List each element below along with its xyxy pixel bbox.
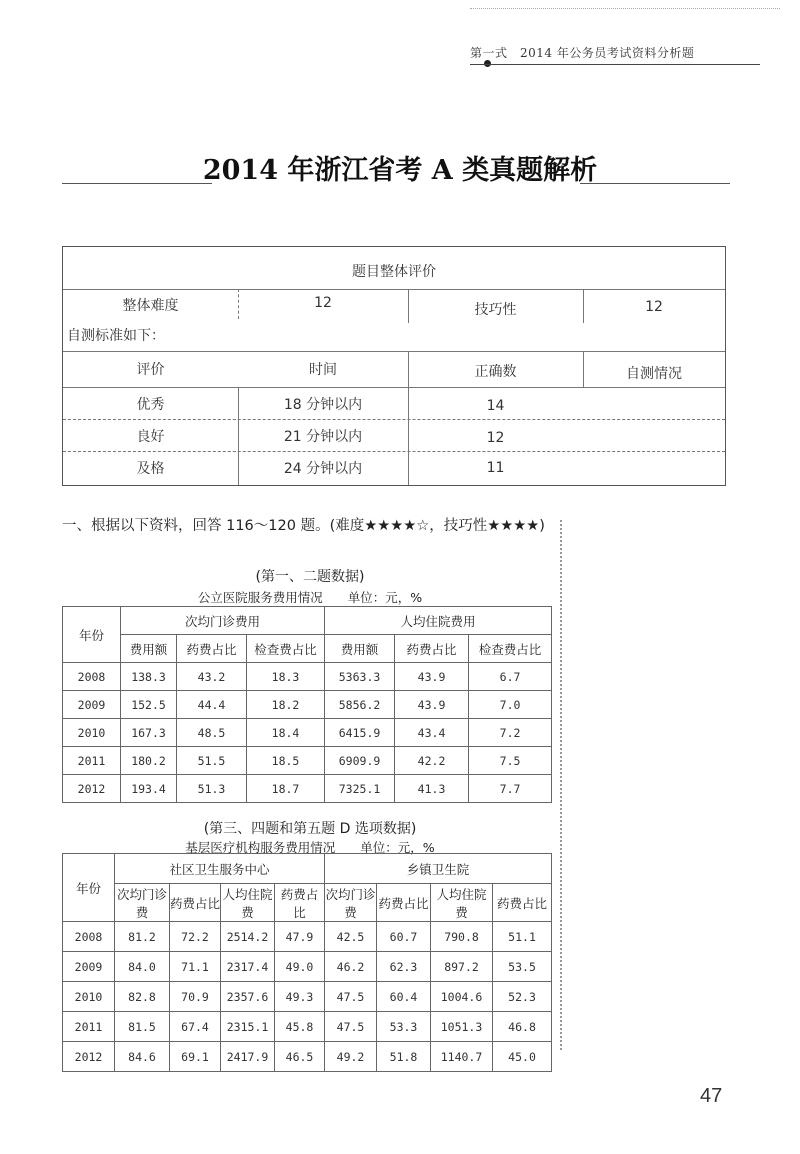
table2-value-cell: 47.5: [325, 1012, 377, 1042]
table2-value-cell: 84.6: [115, 1042, 170, 1072]
table1-value-cell: 167.3: [121, 719, 177, 747]
table1-subheader: 药费占比: [395, 635, 469, 663]
table1-value-cell: 152.5: [121, 691, 177, 719]
table1-value-cell: 6909.9: [325, 747, 395, 775]
table2-year-cell: 2008: [63, 922, 115, 952]
table2-value-cell: 49.2: [325, 1042, 377, 1072]
table1-subheader: 检查费占比: [469, 635, 552, 663]
table2-value-cell: 53.3: [377, 1012, 431, 1042]
row-time-pass: 24 分钟以内: [283, 461, 363, 477]
table2-value-cell: 1051.3: [431, 1012, 493, 1042]
table1-value-cell: 44.4: [177, 691, 247, 719]
col-correct-header: 正确数: [474, 364, 517, 380]
table2-caption: 基层医疗机构服务费用情况 单位：元，%: [185, 840, 435, 855]
table2-value-cell: 1004.6: [431, 982, 493, 1012]
table2-value-cell: 2514.2: [221, 922, 275, 952]
table2-value-cell: 47.9: [275, 922, 325, 952]
table-row: [63, 719, 552, 747]
table2-value-cell: 71.1: [170, 952, 221, 982]
table2-value-cell: 82.8: [115, 982, 170, 1012]
table1-year-header: 年份: [63, 607, 121, 663]
table2: [62, 853, 552, 1072]
table2-value-cell: 46.2: [325, 952, 377, 982]
table1-value-cell: 51.3: [177, 775, 247, 803]
table2-value-cell: 1140.7: [431, 1042, 493, 1072]
row-grade-excellent: 优秀: [136, 397, 165, 413]
table2-value-cell: 52.3: [493, 982, 552, 1012]
table2-value-cell: 67.4: [170, 1012, 221, 1042]
row-grade-good: 良好: [136, 429, 165, 445]
table1-value-cell: 180.2: [121, 747, 177, 775]
table1-section-caption: (第一、二题数据): [255, 569, 365, 585]
table1-year-cell: 2010: [63, 719, 121, 747]
table1-subheader: 费用额: [325, 635, 395, 663]
table1-subheader: 检查费占比: [247, 635, 325, 663]
table2-subheader: 人均住院费: [431, 884, 493, 922]
row-time-good: 21 分钟以内: [283, 429, 363, 445]
evaluation-table: [62, 246, 726, 486]
table2-value-cell: 2417.9: [221, 1042, 275, 1072]
table1-value-cell: 6.7: [469, 663, 552, 691]
table2-subheader: 次均门诊费: [325, 884, 377, 922]
question-intro: 一、根据以下资料，回答 116～120 题。(难度★★★★☆，技巧性★★★★): [62, 518, 545, 534]
table2-value-cell: 84.0: [115, 952, 170, 982]
table1-year-cell: 2009: [63, 691, 121, 719]
row-grade-pass: 及格: [136, 461, 165, 477]
table2-year-cell: 2011: [63, 1012, 115, 1042]
table1-value-cell: 18.2: [247, 691, 325, 719]
col-time-header: 时间: [309, 362, 337, 378]
table1-value-cell: 43.9: [395, 691, 469, 719]
table1-value-cell: 43.9: [395, 663, 469, 691]
table2-value-cell: 72.2: [170, 922, 221, 952]
table2-subheader: 次均门诊费: [115, 884, 170, 922]
table1-value-cell: 5856.2: [325, 691, 395, 719]
col-grade-header: 评价: [136, 362, 165, 378]
table1: [62, 606, 552, 803]
skill-value: 12: [645, 299, 663, 315]
page-number: 47: [700, 1085, 723, 1107]
table2-value-cell: 2357.6: [221, 982, 275, 1012]
table2-value-cell: 81.5: [115, 1012, 170, 1042]
col-selftest-header: 自测情况: [626, 366, 682, 382]
table1-value-cell: 6415.9: [325, 719, 395, 747]
eval-heading: 题目整体评价: [352, 264, 436, 280]
page-title: 2014 年浙江省考 A 类真题解析: [202, 155, 598, 186]
skill-label: 技巧性: [474, 302, 517, 318]
table1-value-cell: 7.0: [469, 691, 552, 719]
table-row: [63, 775, 552, 803]
table1-value-cell: 18.4: [247, 719, 325, 747]
table2-subheader: 药费占比: [493, 884, 552, 922]
table1-value-cell: 7.7: [469, 775, 552, 803]
table1-value-cell: 43.2: [177, 663, 247, 691]
table2-subheader: 药费占比: [275, 884, 325, 922]
row-correct-good: 12: [486, 430, 505, 446]
table2-group2-header: 乡镇卫生院: [325, 854, 552, 884]
table2-value-cell: 53.5: [493, 952, 552, 982]
table1-value-cell: 7.5: [469, 747, 552, 775]
row-correct-pass: 11: [486, 460, 505, 476]
table1-value-cell: 193.4: [121, 775, 177, 803]
table2-subheader: 药费占比: [377, 884, 431, 922]
table1-group2-header: 人均住院费用: [325, 607, 552, 635]
table1-value-cell: 43.4: [395, 719, 469, 747]
table1-value-cell: 138.3: [121, 663, 177, 691]
table2-year-header: 年份: [63, 854, 115, 922]
table1-value-cell: 18.7: [247, 775, 325, 803]
self-test-intro: 自测标准如下：: [67, 328, 165, 344]
table-row: [63, 922, 552, 952]
table2-value-cell: 790.8: [431, 922, 493, 952]
table-row: [63, 1012, 552, 1042]
table1-subheader: 药费占比: [177, 635, 247, 663]
running-head: 第一式 2014 年公务员考试资料分析题: [470, 46, 695, 60]
table2-value-cell: 2317.4: [221, 952, 275, 982]
row-correct-excellent: 14: [486, 398, 505, 414]
table2-value-cell: 60.4: [377, 982, 431, 1012]
table1-value-cell: 51.5: [177, 747, 247, 775]
table1-group1-header: 次均门诊费用: [121, 607, 325, 635]
table2-value-cell: 897.2: [431, 952, 493, 982]
running-head-rule: [470, 64, 760, 65]
table2-subheader: 药费占比: [170, 884, 221, 922]
table1-year-cell: 2008: [63, 663, 121, 691]
table1-value-cell: 42.2: [395, 747, 469, 775]
table1-value-cell: 48.5: [177, 719, 247, 747]
table-row: [63, 982, 552, 1012]
table2-value-cell: 69.1: [170, 1042, 221, 1072]
row-time-excellent: 18 分钟以内: [283, 397, 363, 413]
table-row: [63, 663, 552, 691]
top-dotted-rule: [470, 8, 780, 9]
table2-value-cell: 70.9: [170, 982, 221, 1012]
table2-year-cell: 2012: [63, 1042, 115, 1072]
table1-value-cell: 7325.1: [325, 775, 395, 803]
table2-value-cell: 46.5: [275, 1042, 325, 1072]
table-row: [63, 691, 552, 719]
table1-year-cell: 2012: [63, 775, 121, 803]
table2-value-cell: 46.8: [493, 1012, 552, 1042]
table1-caption: 公立医院服务费用情况 单位：元，%: [197, 590, 423, 605]
table2-group1-header: 社区卫生服务中心: [115, 854, 325, 884]
table1-value-cell: 18.3: [247, 663, 325, 691]
table-row: [63, 747, 552, 775]
table2-year-cell: 2010: [63, 982, 115, 1012]
table2-value-cell: 2315.1: [221, 1012, 275, 1042]
title-rule-right: [580, 183, 730, 184]
table1-subheader: 费用额: [121, 635, 177, 663]
table1-value-cell: 41.3: [395, 775, 469, 803]
table-row: [63, 1042, 552, 1072]
table2-value-cell: 49.3: [275, 982, 325, 1012]
table1-value-cell: 5363.3: [325, 663, 395, 691]
table2-value-cell: 60.7: [377, 922, 431, 952]
difficulty-value: 12: [314, 295, 332, 311]
table2-value-cell: 81.2: [115, 922, 170, 952]
table1-value-cell: 7.2: [469, 719, 552, 747]
table2-value-cell: 45.8: [275, 1012, 325, 1042]
title-rule-left: [62, 183, 212, 184]
table2-section-caption: (第三、四题和第五题 D 选项数据): [203, 821, 417, 837]
difficulty-label: 整体难度: [122, 298, 179, 314]
table1-value-cell: 18.5: [247, 747, 325, 775]
table2-value-cell: 51.1: [493, 922, 552, 952]
table2-value-cell: 62.3: [377, 952, 431, 982]
table2-year-cell: 2009: [63, 952, 115, 982]
table2-value-cell: 51.8: [377, 1042, 431, 1072]
table2-value-cell: 42.5: [325, 922, 377, 952]
table2-value-cell: 49.0: [275, 952, 325, 982]
table-row: [63, 952, 552, 982]
table1-year-cell: 2011: [63, 747, 121, 775]
table2-subheader: 人均住院费: [221, 884, 275, 922]
table2-value-cell: 45.0: [493, 1042, 552, 1072]
table2-value-cell: 47.5: [325, 982, 377, 1012]
